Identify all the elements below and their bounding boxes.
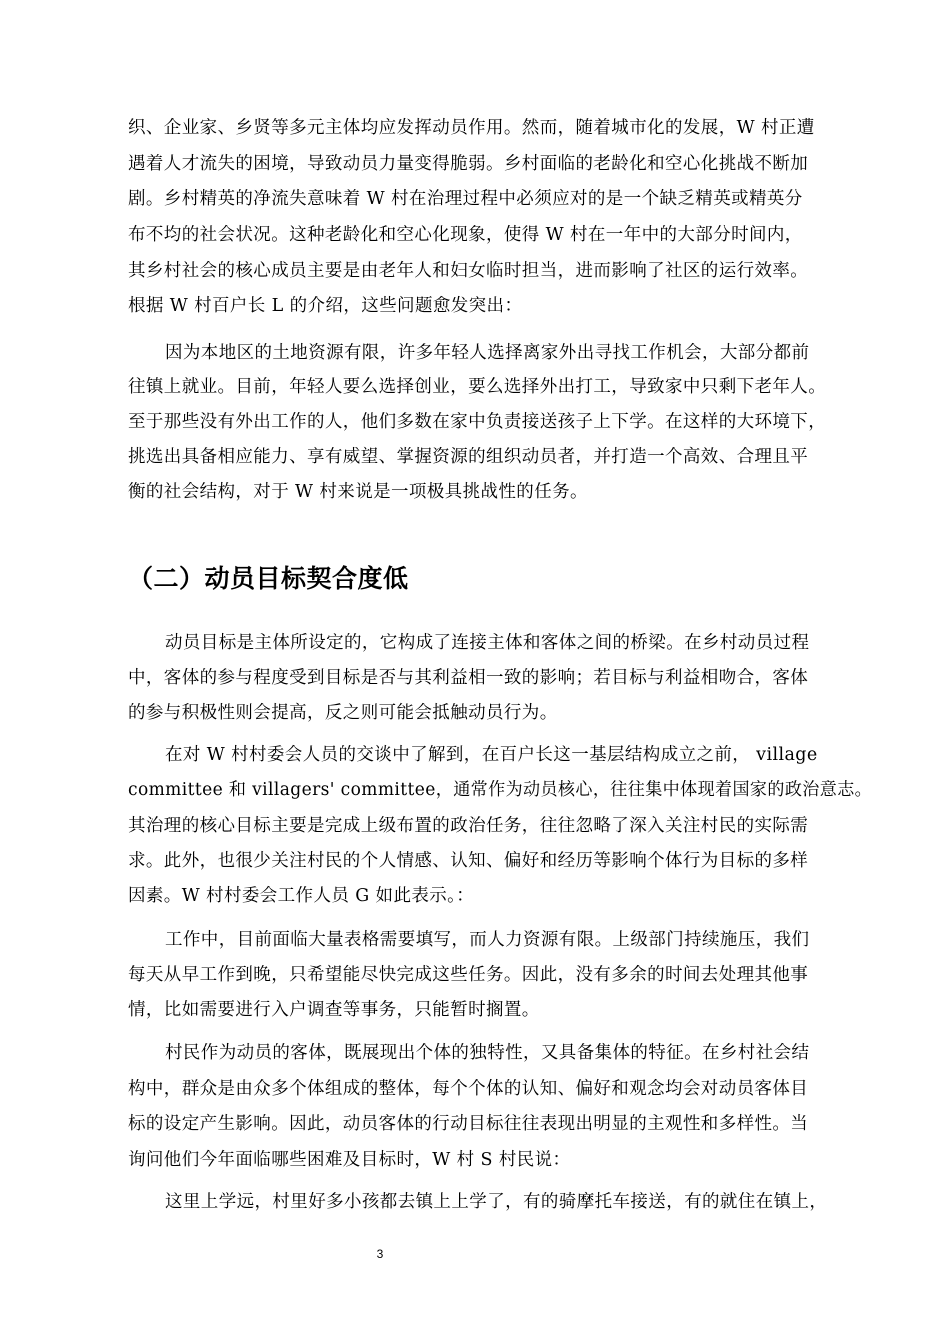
text-line: 挑选出具备相应能力、享有威望、掌握资源的组织动员者，并打造一个高效、合理且平 <box>128 447 809 467</box>
text-line: 往镇上就业。目前，年轻人要么选择创业，要么选择外出打工，导致家中只剩下老年人。 <box>128 377 827 397</box>
text-line: 工作中，目前面临大量表格需要填写，而人力资源有限。上级部门持续施压，我们 <box>165 930 810 950</box>
text-line: 衡的社会结构，对于 W 村来说是一项极具挑战性的任务。 <box>128 482 588 502</box>
page-number: 3 <box>376 1247 384 1261</box>
text-line: 求。此外，也很少关注村民的个人情感、认知、偏好和经历等影响个体行为目标的多样 <box>128 851 809 871</box>
text-line: 布不均的社会状况。这种老龄化和空心化现象，使得 W 村在一年中的大部分时间内， <box>128 225 803 245</box>
text-line: 每天从早工作到晚，只希望能尽快完成这些任务。因此，没有多余的时间去处理其他事 <box>128 965 809 985</box>
text-line: committee 和 villagers' committee，通常作为动员核心，往往集中体现着国家的政治意志。 <box>128 780 873 800</box>
text-line: 织、企业家、乡贤等多元主体均应发挥动员作用。然而，随着城市化的发展，W 村正遭 <box>128 118 815 138</box>
text-line: 构中，群众是由众多个体组成的整体，每个个体的认知、偏好和观念均会对动员客体目 <box>128 1079 809 1099</box>
text-line: 询问他们今年面临哪些困难及目标时，W 村 S 村民说： <box>128 1150 571 1170</box>
text-line: 的参与积极性则会提高，反之则可能会抵触动员行为。 <box>128 703 558 723</box>
text-line: 剧。乡村精英的净流失意味着 W 村在治理过程中必须应对的是一个缺乏精英或精英分 <box>128 189 803 209</box>
text-line: 根据 W 村百户长 L 的介绍，这些问题愈发突出： <box>128 296 523 316</box>
text-line: 至于那些没有外出工作的人，他们多数在家中负责接送孩子上下学。在这样的大环境下， <box>128 412 827 432</box>
text-line: 村民作为动员的客体，既展现出个体的独特性，又具备集体的特征。在乡村社会结 <box>165 1043 810 1063</box>
text-line: 其治理的核心目标主要是完成上级布置的政治任务，往往忽略了深入关注村民的实际需 <box>128 816 809 836</box>
text-line: 在对 W 村村委会人员的交谈中了解到，在百户长这一基层结构成立之前， village <box>165 745 818 765</box>
text-line: 因素。W 村村委会工作人员 G 如此表示。： <box>128 886 475 906</box>
text-line: 遇着人才流失的困境，导致动员力量变得脆弱。乡村面临的老龄化和空心化挑战不断加 <box>128 154 809 174</box>
text-line: 动员目标是主体所设定的，它构成了连接主体和客体之间的桥梁。在乡村动员过程 <box>165 633 810 653</box>
text-line: 这里上学远，村里好多小孩都去镇上上学了，有的骑摩托车接送，有的就住在镇上， <box>165 1192 828 1212</box>
text-line: 因为本地区的土地资源有限，许多年轻人选择离家外出寻找工作机会，大部分都前 <box>165 343 810 363</box>
section-heading: （二）动员目标契合度低 <box>128 564 409 593</box>
text-line: 其乡村社会的核心成员主要是由老年人和妇女临时担当，进而影响了社区的运行效率。 <box>128 261 809 281</box>
text-line: 中，客体的参与程度受到目标是否与其利益相一致的影响；若目标与利益相吻合，客体 <box>128 668 809 688</box>
text-line: 情，比如需要进行入户调查等事务，只能暂时搁置。 <box>128 1000 540 1020</box>
text-line: 标的设定产生影响。因此，动员客体的行动目标往往表现出明显的主观性和多样性。当 <box>128 1114 809 1134</box>
